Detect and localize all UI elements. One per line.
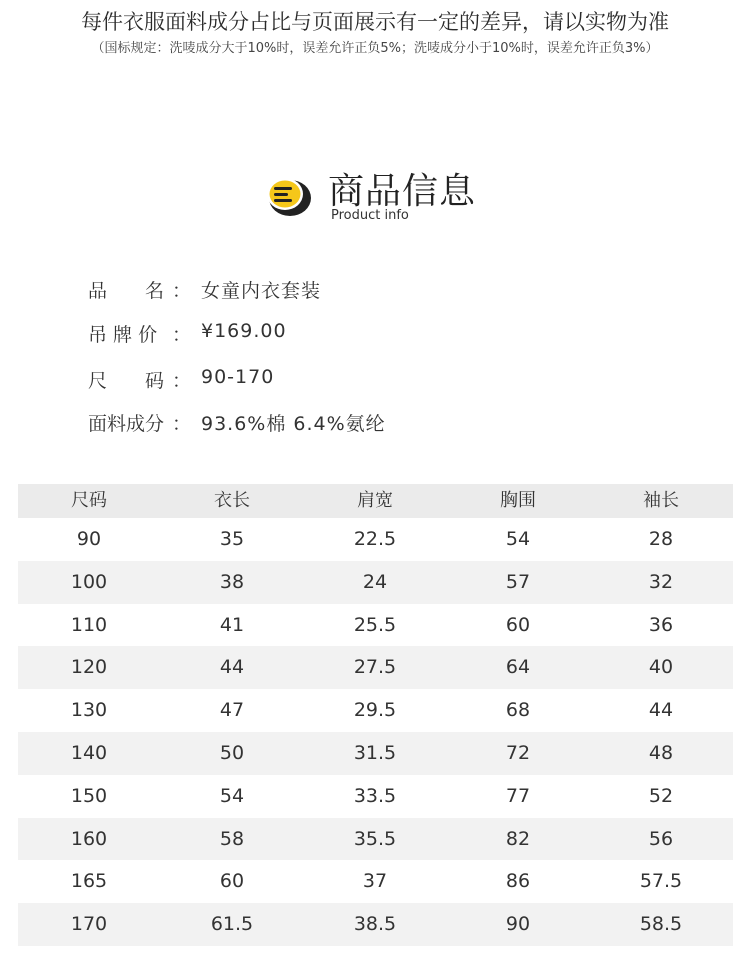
table-header-cell: 尺码 [71,490,107,511]
table-row [18,732,733,775]
info-colon: ： [172,280,192,302]
table-cell: 72 [505,741,531,764]
table-header-cell: 衣长 [214,490,250,511]
table-cell: 150 [70,784,108,807]
table-cell: 36 [648,613,674,636]
notice-subtitle: （国标规定：洗唛成分大于10%时，误差允许正负5%；洗唛成分小于10%时，误差允许正负3%） [91,41,659,56]
table-cell: 44 [648,699,674,722]
info-value: 女童内衣套装 [201,280,322,302]
table-header-cell: 肩宽 [357,490,393,511]
table-cell: 35.5 [353,827,397,850]
table-cell: 170 [70,913,108,936]
info-value: ¥169.00 [201,320,287,342]
table-cell: 160 [70,827,108,850]
table-cell: 77 [505,784,531,807]
table-row [18,518,733,561]
table-cell: 52 [648,784,674,807]
table-cell: 90 [505,913,531,936]
table-cell: 60 [505,613,531,636]
table-cell: 58 [219,827,245,850]
table-cell: 40 [648,656,674,679]
notice-title: 每件衣服面料成分占比与页面展示有一定的差异，请以实物为准 [81,10,669,34]
table-cell: 38.5 [353,913,397,936]
table-cell: 38 [219,570,245,593]
table-cell: 140 [70,741,108,764]
table-cell: 24 [362,570,388,593]
table-cell: 90 [76,528,102,550]
table-cell: 47 [219,699,245,722]
table-header-row [18,484,733,518]
table-cell: 86 [505,870,531,893]
info-label: 品 名 [88,280,165,302]
table-cell: 37 [362,870,388,893]
table-row [18,775,733,818]
table-header-cell: 袖长 [643,490,679,511]
info-label: 尺 码 [88,370,165,392]
table-row [18,689,733,732]
table-cell: 130 [70,699,108,722]
table-row [18,860,733,903]
size-table [18,484,733,946]
table-cell: 54 [219,784,245,807]
table-cell: 35 [219,528,245,550]
info-colon: ： [172,370,192,392]
table-cell: 27.5 [353,656,397,679]
section-subtitle: Product info [331,208,409,223]
document-lines-icon [264,174,312,218]
table-cell: 56 [648,827,674,850]
table-cell: 82 [505,827,531,850]
info-value: 93.6%棉 6.4%氨纶 [201,413,386,435]
table-row [18,604,733,647]
table-cell: 28 [648,528,674,550]
table-cell: 54 [505,528,531,550]
table-cell: 22.5 [353,528,397,550]
table-cell: 64 [505,656,531,679]
table-row [18,561,733,604]
table-cell: 58.5 [639,913,683,936]
info-colon: ： [172,324,192,346]
table-cell: 31.5 [353,741,397,764]
table-cell: 48 [648,741,674,764]
info-colon: ： [172,413,192,435]
table-cell: 57.5 [639,870,683,893]
table-cell: 41 [219,613,245,636]
table-cell: 44 [219,656,245,679]
table-cell: 120 [70,656,108,679]
table-cell: 110 [70,613,108,636]
info-value: 90-170 [201,366,275,388]
table-cell: 25.5 [353,613,397,636]
table-cell: 50 [219,741,245,764]
table-cell: 68 [505,699,531,722]
table-cell: 33.5 [353,784,397,807]
info-label: 吊 牌 价 [88,324,158,346]
section-title: 商品信息 [328,171,477,212]
table-cell: 32 [648,570,674,593]
table-row [18,903,733,946]
table-header-cell: 胸围 [500,490,536,511]
table-cell: 165 [70,870,108,893]
table-cell: 60 [219,870,245,893]
info-label: 面料成分 [88,413,165,435]
table-row [18,818,733,861]
table-cell: 61.5 [210,913,254,936]
table-cell: 29.5 [353,699,397,722]
table-row [18,646,733,689]
table-cell: 100 [70,570,108,593]
table-cell: 57 [505,570,531,593]
